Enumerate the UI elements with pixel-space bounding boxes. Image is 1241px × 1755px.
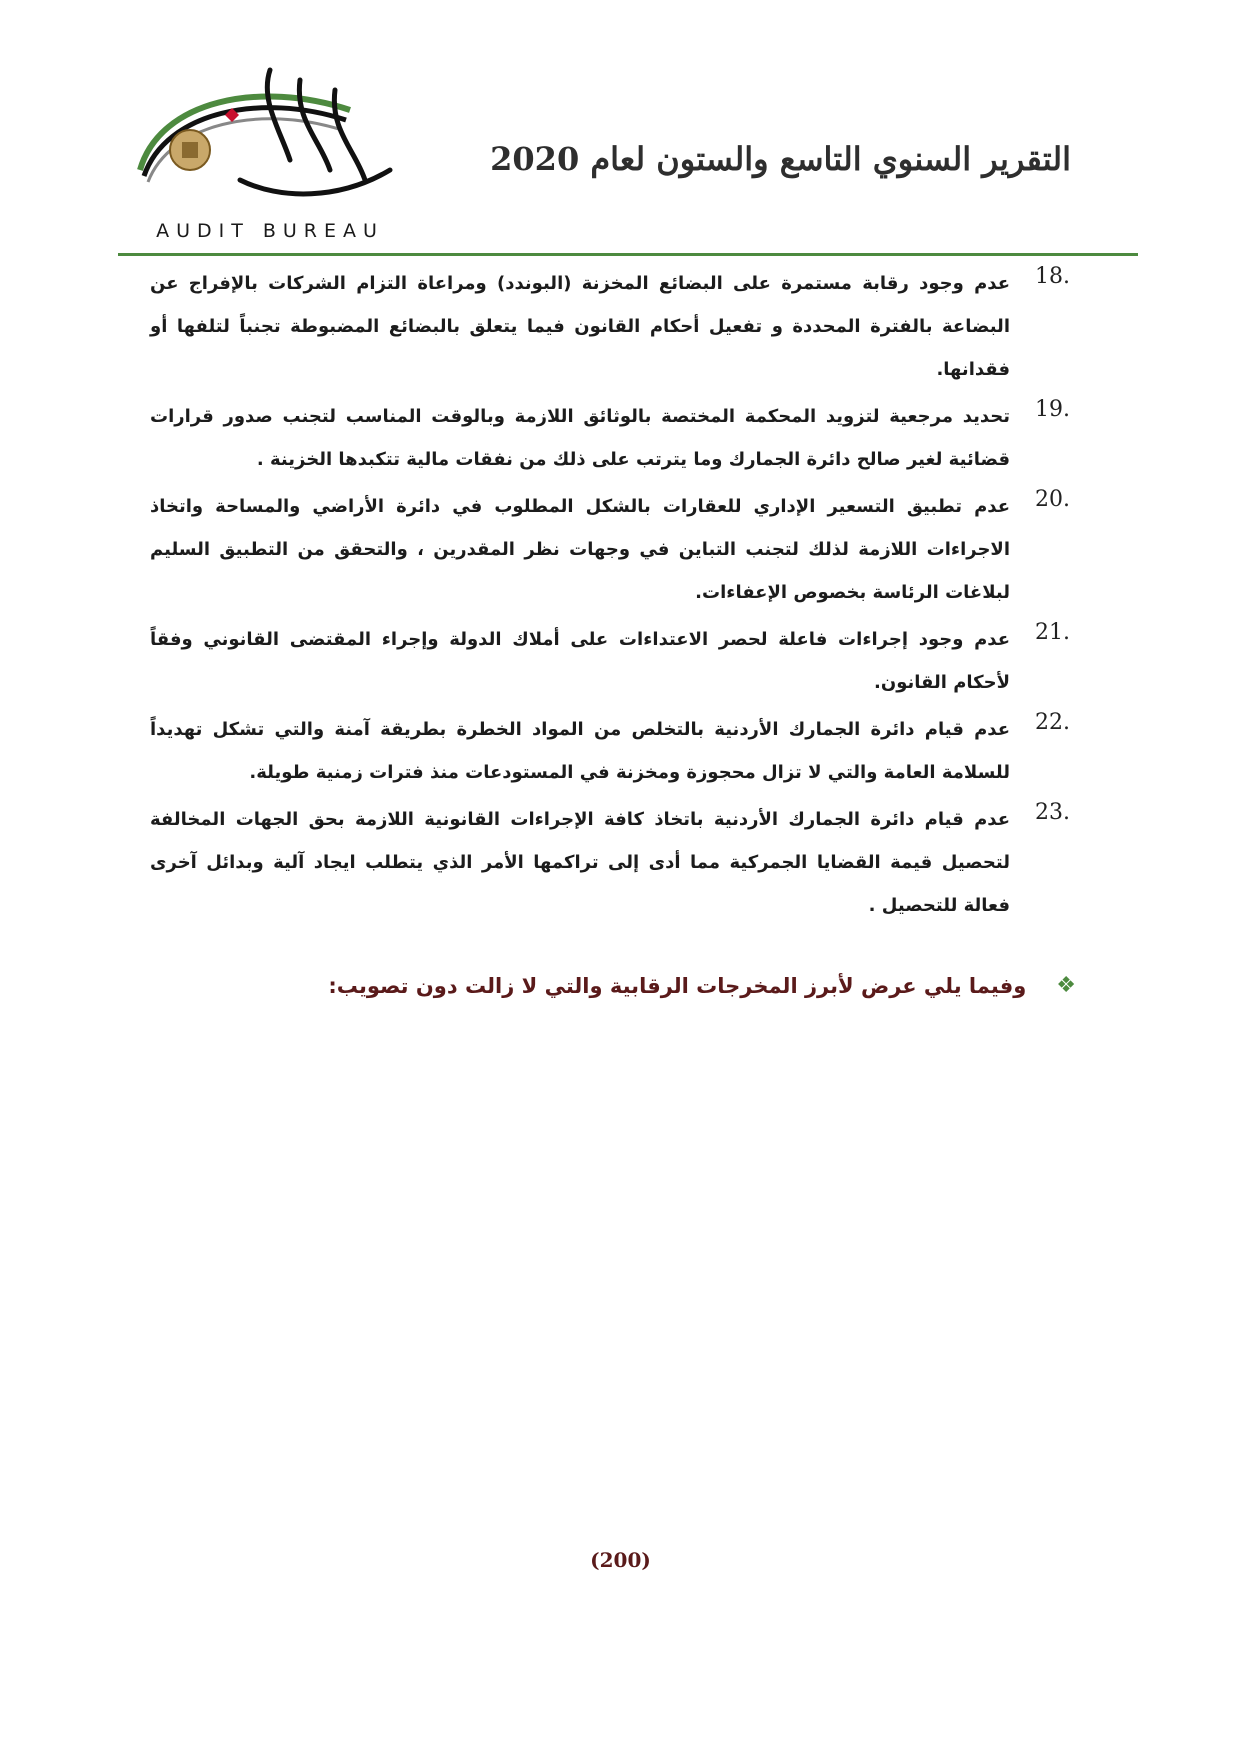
item-text: تحديد مرجعية لتزويد المحكمة المختصة بالوثائق اللازمة وبالوقت المناسب لتجنب صدور قرارات قضائية لغير صالح دائرة الجمارك وما يترتب على ذلك من نفقات مالية تتكبدها الخزينة . [150,406,1010,470]
diamond-bullet-icon: ❖ [1056,973,1076,998]
logo-emblem [120,60,420,220]
item-number: 22. [1035,710,1070,735]
audit-bureau-logo [120,60,420,250]
summary-text: وفيما يلي عرض لأبرز المخرجات الرقابية والتي لا زالت دون تصويب: [328,973,1027,998]
item-number: 20. [1035,487,1070,512]
item-text: عدم وجود إجراءات فاعلة لحصر الاعتداءات على أملاك الدولة وإجراء المقتضى القانوني وفقاً لأحكام القانون. [150,629,1010,693]
page-header [0,0,1241,260]
list-item [150,618,1070,704]
item-number: 18. [1035,264,1070,289]
list-item [150,485,1070,614]
item-text: عدم وجود رقابة مستمرة على البضائع المخزنة (البوندد) ومراعاة التزام الشركات بالإفراج عن البضاعة بالفترة المحددة و تفعيل أحكام القانون فيما يتعلق بالبضائع المضبوطة تجنباً لتلفها أو فقدانها. [150,273,1010,380]
list-item [150,798,1070,927]
item-text: عدم قيام دائرة الجمارك الأردنية باتخاذ كافة الإجراءات القانونية اللازمة بحق الجهات المخالفة لتحصيل قيمة القضايا الجمركية مما أدى إلى تراكمها الأمر الذي يتطلب ايجاد آلية وبدائل آخرى فعالة للتحصيل . [150,809,1010,916]
logo-caption: AUDIT BUREAU [156,220,384,242]
item-number: 21. [1035,620,1070,645]
findings-list [150,262,1070,931]
list-item [150,708,1070,794]
page-number: (200) [590,1548,651,1572]
list-item [150,395,1070,481]
item-number: 19. [1035,397,1070,422]
header-divider [118,253,1138,256]
report-title: التقرير السنوي التاسع والستون لعام 2020 [490,140,1071,178]
item-text: عدم تطبيق التسعير الإداري للعقارات بالشكل المطلوب في دائرة الأراضي والمساحة واتخاذ الاجراءات اللازمة لذلك لتجنب التباين في وجهات نظر المقدرين ، والتحقق من التطبيق السليم لبلاغات الرئاسة بخصوص الإعفاءات. [150,496,1010,603]
list-item [150,262,1070,391]
item-text: عدم قيام دائرة الجمارك الأردنية بالتخلص من المواد الخطرة بطريقة آمنة والتي تشكل تهديداً للسلامة العامة والتي لا تزال محجوزة ومخزنة في المستودعات منذ فترات زمنية طويلة. [150,719,1010,783]
summary-heading [328,973,1076,998]
item-number: 23. [1035,800,1070,825]
